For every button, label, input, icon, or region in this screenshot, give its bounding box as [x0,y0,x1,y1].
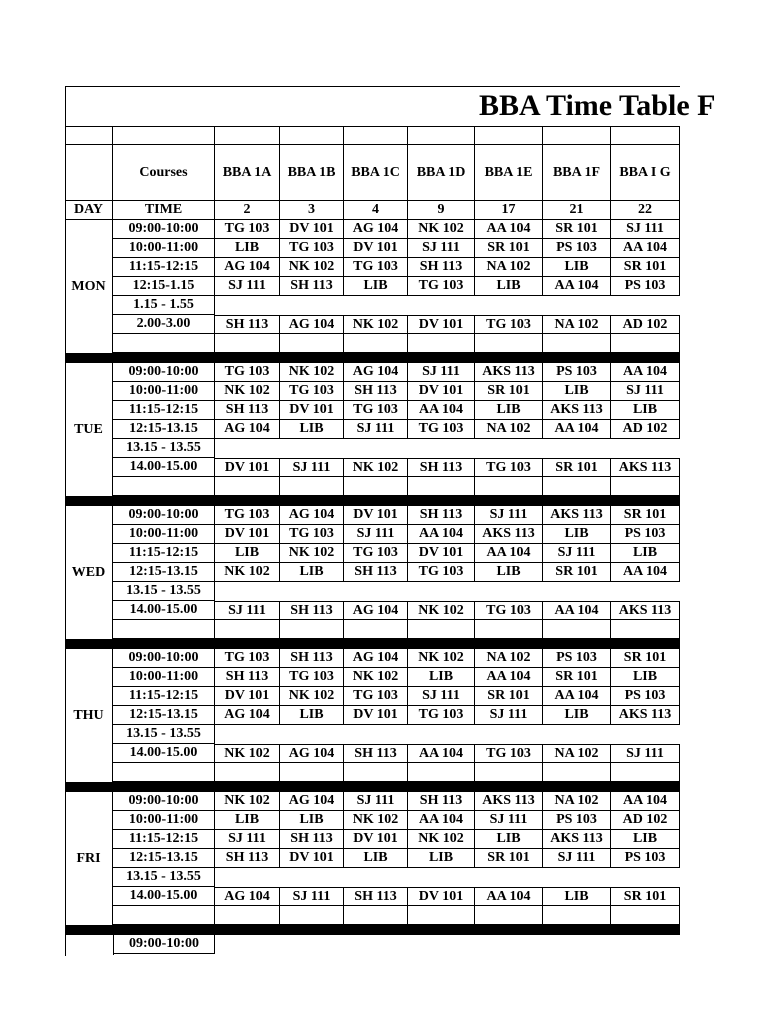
page-title: BBA Time Table F [479,89,716,122]
class-cell: PS 103 [543,363,611,382]
class-cell: LIB [344,277,408,296]
class-cell: NK 102 [280,687,344,706]
empty-cell [280,763,344,782]
class-cell: LIB [280,563,344,582]
class-cell: SH 113 [215,668,280,687]
class-cell: AKS 113 [611,706,680,725]
class-cell: AA 104 [408,525,475,544]
class-cell: DV 101 [408,315,475,334]
class-cell: TG 103 [475,315,543,334]
time-slot: 09:00-10:00 [113,935,215,954]
class-cell: DV 101 [344,706,408,725]
empty-cell [611,763,680,782]
empty-cell [408,334,475,353]
class-cell: NK 102 [408,649,475,668]
class-cell: TG 103 [215,363,280,382]
empty-cell [543,620,611,639]
class-cell: LIB [611,401,680,420]
day-separator-band [65,353,680,363]
empty-cell [475,763,543,782]
course-header: BBA 1A [215,145,280,201]
time-slot: 12:15-1.15 [113,277,215,296]
empty-cell [215,620,280,639]
empty-cell [475,906,543,925]
class-cell: AG 104 [280,792,344,811]
class-cell: NK 102 [344,668,408,687]
time-slot: 14.00-15.00 [113,458,215,477]
class-cell: SR 101 [611,649,680,668]
class-cell: AKS 113 [543,830,611,849]
class-cell: NK 102 [280,544,344,563]
class-cell: SJ 111 [543,544,611,563]
class-cell: AG 104 [215,420,280,439]
class-cell: AA 104 [408,401,475,420]
class-cell: LIB [408,668,475,687]
empty-cell [215,763,280,782]
class-cell: AA 104 [475,220,543,239]
empty-cell [280,620,344,639]
empty-cell [611,906,680,925]
class-cell: TG 103 [280,668,344,687]
class-cell: SR 101 [475,687,543,706]
class-cell: NK 102 [215,792,280,811]
class-cell: SH 113 [280,601,344,620]
day-separator-band [65,782,680,792]
class-cell: SH 113 [408,458,475,477]
time-slot: 11:15-12:15 [113,258,215,277]
class-cell: SR 101 [475,382,543,401]
time-slot: 10:00-11:00 [113,239,215,258]
class-cell: NK 102 [408,220,475,239]
empty-cell [113,906,215,925]
class-cell: AG 104 [344,363,408,382]
class-cell: AD 102 [611,811,680,830]
time-slot: 14.00-15.00 [113,887,215,906]
time-slot: 10:00-11:00 [113,382,215,401]
class-cell: SR 101 [543,563,611,582]
class-cell: LIB [215,811,280,830]
empty-cell [543,906,611,925]
class-cell: AKS 113 [475,792,543,811]
class-cell: PS 103 [611,277,680,296]
class-cell: NA 102 [543,792,611,811]
class-cell: SJ 111 [611,220,680,239]
time-slot: 12:15-13.15 [113,849,215,868]
class-cell: SJ 111 [475,706,543,725]
class-cell: LIB [408,849,475,868]
class-cell: TG 103 [280,382,344,401]
empty-cell [611,620,680,639]
class-cell: LIB [215,239,280,258]
class-cell: NK 102 [280,258,344,277]
time-slot: 12:15-13.15 [113,563,215,582]
day-name: WED [65,506,113,639]
day-name: THU [65,649,113,782]
class-cell: LIB [280,420,344,439]
class-cell: SH 113 [215,849,280,868]
class-cell: SJ 111 [408,239,475,258]
empty-cell [611,334,680,353]
class-cell: SJ 111 [344,525,408,544]
class-cell: AKS 113 [611,458,680,477]
day-label: DAY [65,201,113,220]
grid-line [113,935,114,955]
class-cell: AA 104 [611,563,680,582]
class-cell: NK 102 [344,315,408,334]
class-cell: LIB [543,706,611,725]
day-separator-band [65,639,680,649]
spacer-cell [280,126,344,145]
class-cell: AA 104 [475,887,543,906]
class-cell: AG 104 [215,706,280,725]
time-slot: 09:00-10:00 [113,506,215,525]
class-cell: NK 102 [344,458,408,477]
empty-cell [215,477,280,496]
empty-cell [344,763,408,782]
empty-cell [543,477,611,496]
time-slot: 09:00-10:00 [113,363,215,382]
break-time: 13.15 - 13.55 [113,439,215,458]
class-cell: DV 101 [280,849,344,868]
spacer-cell [543,126,611,145]
class-cell: SR 101 [543,220,611,239]
spacer-cell [475,126,543,145]
class-cell: SJ 111 [215,830,280,849]
class-cell: SH 113 [215,401,280,420]
class-cell: AG 104 [280,744,344,763]
class-cell: TG 103 [344,544,408,563]
class-cell: LIB [611,830,680,849]
empty-cell [475,334,543,353]
empty-cell [344,620,408,639]
class-cell: AA 104 [611,239,680,258]
class-cell: SJ 111 [543,849,611,868]
course-header: BBA 1C [344,145,408,201]
time-slot: 2.00-3.00 [113,315,215,334]
class-cell: DV 101 [344,506,408,525]
class-cell: PS 103 [611,849,680,868]
class-cell: LIB [280,706,344,725]
course-header: BBA 1F [543,145,611,201]
class-cell: NA 102 [475,258,543,277]
class-cell: DV 101 [215,525,280,544]
class-cell: TG 103 [408,277,475,296]
class-cell: SJ 111 [475,506,543,525]
time-slot: 12:15-13.15 [113,420,215,439]
class-cell: SR 101 [611,887,680,906]
class-cell: SR 101 [543,668,611,687]
class-cell: LIB [543,887,611,906]
class-cell: TG 103 [215,506,280,525]
class-cell: DV 101 [408,382,475,401]
class-cell: SR 101 [611,258,680,277]
class-cell: TG 103 [475,601,543,620]
class-cell: DV 101 [344,830,408,849]
time-slot: 11:15-12:15 [113,687,215,706]
class-cell: DV 101 [344,239,408,258]
empty-cell [475,477,543,496]
empty-cell [408,763,475,782]
class-cell: PS 103 [611,525,680,544]
class-cell: DV 101 [280,401,344,420]
class-cell: NK 102 [280,363,344,382]
empty-cell [408,477,475,496]
class-cell: SJ 111 [344,792,408,811]
class-cell: SR 101 [475,849,543,868]
empty-cell [543,334,611,353]
class-cell: SH 113 [280,649,344,668]
spacer-cell [215,126,280,145]
class-cell: LIB [215,544,280,563]
day-name: TUE [65,363,113,496]
course-number: 22 [611,201,680,220]
class-cell: TG 103 [280,239,344,258]
class-cell: NK 102 [408,830,475,849]
day-separator-band [65,496,680,506]
title-top-border [65,86,680,87]
class-cell: AG 104 [215,258,280,277]
empty-cell [215,906,280,925]
class-cell: SJ 111 [611,382,680,401]
empty-cell [543,763,611,782]
class-cell: PS 103 [543,811,611,830]
time-slot: 09:00-10:00 [113,792,215,811]
empty-cell [611,477,680,496]
class-cell: NA 102 [475,420,543,439]
class-cell: AA 104 [543,277,611,296]
time-slot: 11:15-12:15 [113,830,215,849]
class-cell: TG 103 [408,563,475,582]
class-cell: AD 102 [611,420,680,439]
class-cell: AA 104 [611,363,680,382]
course-number: 21 [543,201,611,220]
class-cell: DV 101 [280,220,344,239]
class-cell: AG 104 [280,315,344,334]
spacer-cell [408,126,475,145]
course-header: BBA I G [611,145,680,201]
course-number: 3 [280,201,344,220]
class-cell: AKS 113 [543,506,611,525]
class-cell: AA 104 [475,668,543,687]
empty-cell [280,906,344,925]
class-cell: NK 102 [408,601,475,620]
class-cell: SH 113 [344,887,408,906]
time-slot: 11:15-12:15 [113,544,215,563]
class-cell: PS 103 [543,649,611,668]
class-cell: SJ 111 [408,687,475,706]
class-cell: NK 102 [215,563,280,582]
class-cell: AG 104 [215,887,280,906]
class-cell: AKS 113 [611,601,680,620]
class-cell: NK 102 [344,811,408,830]
time-label: TIME [113,201,215,220]
class-cell: LIB [611,668,680,687]
empty-cell [344,906,408,925]
class-cell: AA 104 [543,420,611,439]
class-cell: SH 113 [408,792,475,811]
class-cell: AKS 113 [475,363,543,382]
class-cell: TG 103 [344,687,408,706]
empty-cell [280,334,344,353]
course-header: BBA 1D [408,145,475,201]
day-header-blank [65,145,113,201]
class-cell: TG 103 [280,525,344,544]
class-cell: SJ 111 [215,601,280,620]
class-cell: SR 101 [475,239,543,258]
class-cell: TG 103 [408,420,475,439]
time-slot: 14.00-15.00 [113,744,215,763]
class-cell: LIB [611,544,680,563]
break-time: 13.15 - 13.55 [113,582,215,601]
course-number: 4 [344,201,408,220]
time-slot: 14.00-15.00 [113,601,215,620]
empty-cell [113,334,215,353]
class-cell: TG 103 [344,258,408,277]
spacer-cell [113,126,215,145]
class-cell: SH 113 [280,277,344,296]
day-separator-band [65,925,680,935]
class-cell: NA 102 [475,649,543,668]
class-cell: DV 101 [408,544,475,563]
class-cell: SJ 111 [215,277,280,296]
course-number: 9 [408,201,475,220]
class-cell: AG 104 [280,506,344,525]
empty-cell [113,620,215,639]
class-cell: SJ 111 [408,363,475,382]
class-cell: TG 103 [215,649,280,668]
class-cell: SH 113 [408,258,475,277]
class-cell: LIB [475,401,543,420]
class-cell: NK 102 [215,382,280,401]
time-slot: 09:00-10:00 [113,649,215,668]
course-number: 17 [475,201,543,220]
class-cell: LIB [543,258,611,277]
break-time: 13.15 - 13.55 [113,868,215,887]
class-cell: TG 103 [475,744,543,763]
spacer-cell [611,126,680,145]
class-cell: LIB [543,525,611,544]
class-cell: AA 104 [408,744,475,763]
class-cell: DV 101 [215,458,280,477]
class-cell: PS 103 [543,239,611,258]
empty-cell [408,906,475,925]
class-cell: AA 104 [543,601,611,620]
class-cell: SJ 111 [344,420,408,439]
courses-label: Courses [113,145,215,201]
course-header: BBA 1B [280,145,344,201]
time-slot: 10:00-11:00 [113,811,215,830]
class-cell: LIB [280,811,344,830]
class-cell: AG 104 [344,601,408,620]
spacer-cell [65,126,113,145]
class-cell: SJ 111 [280,887,344,906]
time-slot: 10:00-11:00 [113,525,215,544]
class-cell: DV 101 [215,687,280,706]
class-cell: AKS 113 [475,525,543,544]
empty-cell [113,477,215,496]
empty-cell [344,334,408,353]
class-cell: SR 101 [611,506,680,525]
time-slot: 10:00-11:00 [113,668,215,687]
spacer-cell [344,126,408,145]
time-slot: 12:15-13.15 [113,706,215,725]
class-cell: SR 101 [543,458,611,477]
class-cell: PS 103 [611,687,680,706]
class-cell: TG 103 [344,401,408,420]
class-cell: SJ 111 [280,458,344,477]
class-cell: NA 102 [543,315,611,334]
break-time: 1.15 - 1.55 [113,296,215,315]
empty-cell [280,477,344,496]
class-cell: TG 103 [475,458,543,477]
day-name: MON [65,220,113,353]
class-cell: NA 102 [543,744,611,763]
class-cell: NK 102 [215,744,280,763]
class-cell: AA 104 [408,811,475,830]
class-cell: AD 102 [611,315,680,334]
class-cell: TG 103 [215,220,280,239]
class-cell: SH 113 [344,382,408,401]
class-cell: AG 104 [344,649,408,668]
class-cell: LIB [475,277,543,296]
time-slot: 09:00-10:00 [113,220,215,239]
class-cell: LIB [475,830,543,849]
class-cell: LIB [475,563,543,582]
empty-cell [215,334,280,353]
day-name: FRI [65,792,113,925]
empty-cell [344,477,408,496]
class-cell: SJ 111 [475,811,543,830]
class-cell: SH 113 [344,563,408,582]
break-time: 13.15 - 13.55 [113,725,215,744]
class-cell: LIB [543,382,611,401]
class-cell: SH 113 [344,744,408,763]
course-number: 2 [215,201,280,220]
class-cell: AA 104 [475,544,543,563]
time-slot: 11:15-12:15 [113,401,215,420]
class-cell: AG 104 [344,220,408,239]
class-cell: SJ 111 [611,744,680,763]
class-cell: AA 104 [543,687,611,706]
empty-cell [475,620,543,639]
class-cell: TG 103 [408,706,475,725]
class-cell: SH 113 [408,506,475,525]
class-cell: DV 101 [408,887,475,906]
course-header: BBA 1E [475,145,543,201]
class-cell: AKS 113 [543,401,611,420]
class-cell: SH 113 [215,315,280,334]
empty-cell [113,763,215,782]
empty-cell [408,620,475,639]
class-cell: LIB [344,849,408,868]
class-cell: AA 104 [611,792,680,811]
class-cell: SH 113 [280,830,344,849]
